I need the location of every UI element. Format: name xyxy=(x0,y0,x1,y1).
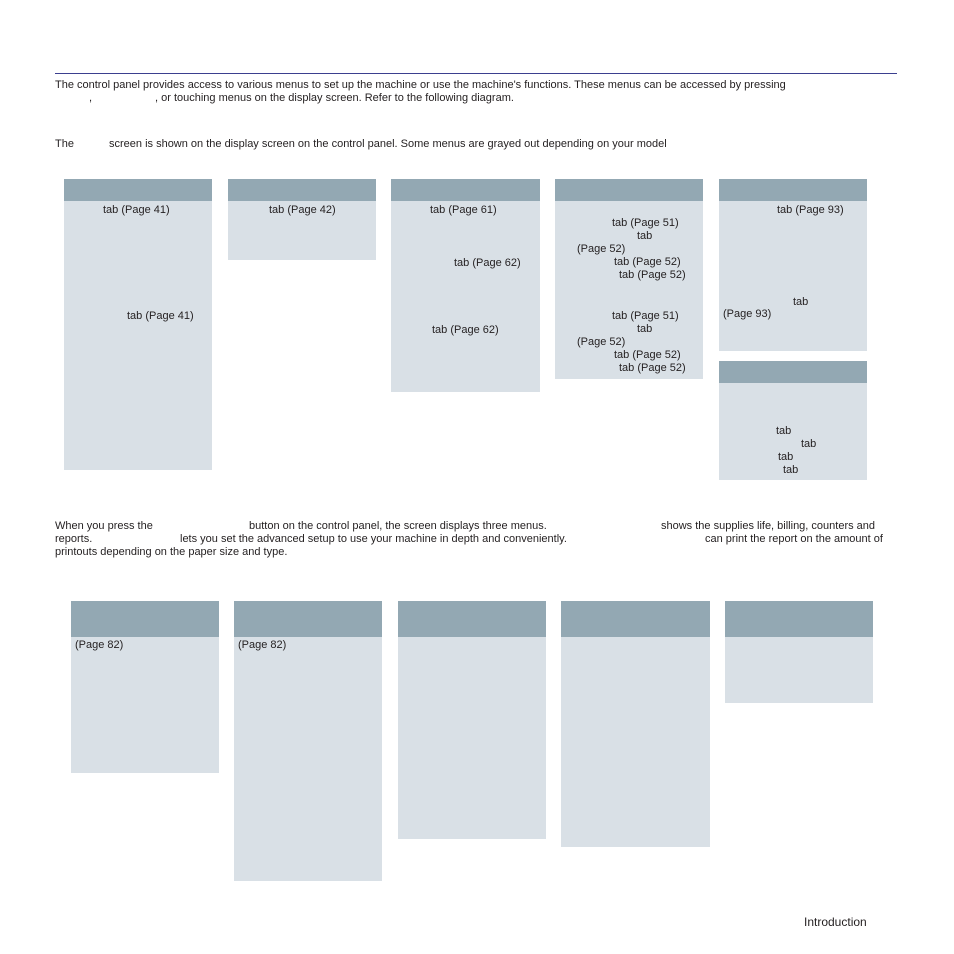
panel-item: (Page 82) xyxy=(238,639,287,651)
panel-item: tab (Page 52) xyxy=(614,256,681,268)
panel-item: tab xyxy=(637,323,653,335)
setup-line-1a: When you press the xyxy=(55,520,153,532)
panel-header xyxy=(64,179,212,201)
panel-header xyxy=(228,179,376,201)
panel-item: tab xyxy=(637,230,653,242)
setup-line-2b: lets you set the advanced setup to use your machine in depth and conveniently. xyxy=(180,533,567,545)
panel-item: tab xyxy=(776,425,792,437)
setup-menu-panel-1 xyxy=(71,601,219,773)
setup-menu-panel-2 xyxy=(234,601,382,881)
panel-header xyxy=(725,601,873,637)
panel-header xyxy=(71,601,219,637)
panel-header xyxy=(719,179,867,201)
setup-menu-panel-3 xyxy=(398,601,546,839)
panel-item: tab xyxy=(778,451,794,463)
footer-section-label: Introduction xyxy=(804,915,867,929)
panel-header xyxy=(391,179,540,201)
panel-header xyxy=(719,361,867,383)
main-menu-panel-4 xyxy=(555,179,703,379)
main-menu-panel-3 xyxy=(391,179,540,392)
setup-line-2c: can print the report on the amount of xyxy=(705,533,883,545)
setup-line-3: printouts depending on the paper size and type. xyxy=(55,546,288,558)
panel-item: tab (Page 52) xyxy=(614,349,681,361)
panel-item: tab xyxy=(793,296,809,308)
panel-item: tab xyxy=(801,438,817,450)
panel-item: tab (Page 61) xyxy=(430,204,497,216)
main-menu-panel-5 xyxy=(719,179,867,351)
panel-item: tab xyxy=(783,464,799,476)
main-menu-panel-2 xyxy=(228,179,376,260)
intro-line-1: The control panel provides access to various menus to set up the machine or use the machine's functions. These menus can be accessed by pressing xyxy=(55,79,786,91)
panel-header xyxy=(234,601,382,637)
intro-line-2-comma: , xyxy=(89,92,93,104)
main-menu-panel-1 xyxy=(64,179,212,470)
panel-item: (Page 93) xyxy=(723,308,772,320)
panel-header xyxy=(398,601,546,637)
screen-note-post: screen is shown on the display screen on the control panel. Some menus are grayed out depending on your model xyxy=(109,138,667,150)
main-menu-panel-6 xyxy=(719,361,867,480)
panel-item: tab (Page 41) xyxy=(103,204,170,216)
panel-item: tab (Page 62) xyxy=(454,257,521,269)
header-rule xyxy=(55,73,897,74)
panel-item: (Page 52) xyxy=(577,243,626,255)
setup-menu-panel-5 xyxy=(725,601,873,703)
setup-line-2a: reports. xyxy=(55,533,93,545)
panel-item: tab (Page 51) xyxy=(612,217,679,229)
panel-header xyxy=(561,601,710,637)
panel-header xyxy=(555,179,703,201)
panel-item: tab (Page 52) xyxy=(619,269,686,281)
screen-note-pre: The xyxy=(55,138,74,150)
panel-item: tab (Page 93) xyxy=(777,204,844,216)
panel-item: (Page 82) xyxy=(75,639,124,651)
panel-item: tab (Page 41) xyxy=(127,310,194,322)
intro-line-2-rest: , or touching menus on the display screen. Refer to the following diagram. xyxy=(155,92,514,104)
setup-line-1c: shows the supplies life, billing, counters and xyxy=(661,520,876,532)
panel-item: tab (Page 62) xyxy=(432,324,499,336)
panel-item: (Page 52) xyxy=(577,336,626,348)
panel-item: tab (Page 42) xyxy=(269,204,336,216)
panel-item: tab (Page 52) xyxy=(619,362,686,374)
setup-line-1b: button on the control panel, the screen displays three menus. xyxy=(249,520,547,532)
panel-item: tab (Page 51) xyxy=(612,310,679,322)
setup-menu-panel-4 xyxy=(561,601,710,847)
